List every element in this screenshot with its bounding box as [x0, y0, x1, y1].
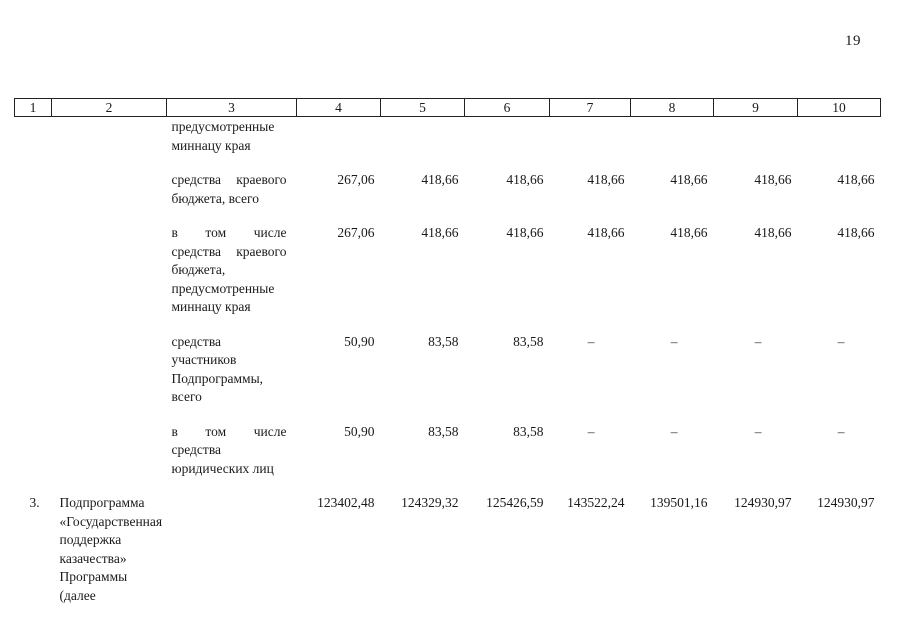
- index-cell: 3.: [29, 495, 40, 510]
- table-row: [15, 407, 881, 479]
- column-header: 3: [167, 99, 297, 117]
- value-cell: 83,58: [428, 333, 459, 349]
- value-cell: –: [837, 333, 845, 349]
- column-header: 2: [52, 99, 167, 117]
- value-cell: 50,90: [344, 333, 375, 349]
- subprogram-row: [15, 478, 881, 605]
- table-row: [15, 317, 881, 407]
- value-cell: –: [837, 423, 845, 439]
- value-cell: –: [754, 333, 762, 349]
- value-cell: 418,66: [754, 225, 792, 240]
- value-cell: 418,66: [670, 225, 708, 240]
- value-cell: [550, 117, 631, 156]
- funding-source-cell: [167, 478, 297, 605]
- column-header: 10: [798, 99, 881, 117]
- value-cell: –: [587, 423, 595, 439]
- value-cell: 418,66: [587, 172, 625, 187]
- value-cell: 50,90: [344, 423, 375, 439]
- column-header: 8: [631, 99, 714, 117]
- value-cell: 83,58: [513, 333, 544, 349]
- column-header: 7: [550, 99, 631, 117]
- table-row: [15, 208, 881, 317]
- name-cell: [52, 317, 167, 407]
- index-cell: [15, 208, 52, 317]
- value-cell: 418,66: [421, 172, 459, 187]
- value-cell: –: [670, 333, 678, 349]
- value-cell: [297, 117, 381, 156]
- value-cell: –: [670, 423, 678, 439]
- value-cell: 418,66: [837, 172, 875, 187]
- value-cell: 83,58: [513, 423, 544, 439]
- table-row: [15, 117, 881, 156]
- funding-source-cell: предусмотренные миннацу края: [171, 119, 275, 153]
- value-cell: 139501,16: [650, 495, 708, 510]
- value-cell: –: [587, 333, 595, 349]
- value-cell: 124930,97: [734, 495, 792, 510]
- funding-source-cell: средства участников Подпрограммы, всего: [171, 333, 264, 404]
- value-cell: [798, 117, 881, 156]
- value-cell: [381, 117, 465, 156]
- column-header: 9: [714, 99, 798, 117]
- name-cell: [52, 117, 167, 156]
- value-cell: [631, 117, 714, 156]
- value-cell: 123402,48: [317, 495, 375, 510]
- funding-source-cell: в том числе средства краевого бюджета, предусмотренные миннацу края: [171, 225, 287, 314]
- column-header: 1: [15, 99, 52, 117]
- value-cell: 125426,59: [486, 495, 544, 510]
- page-number: 19: [845, 33, 861, 49]
- value-cell: –: [754, 423, 762, 439]
- value-cell: 418,66: [754, 172, 792, 187]
- value-cell: 418,66: [421, 225, 459, 240]
- name-cell: [52, 155, 167, 208]
- budget-table: [14, 98, 881, 605]
- column-number-header-row: [15, 99, 881, 117]
- value-cell: 124329,32: [401, 495, 459, 510]
- value-cell: 267,06: [337, 225, 375, 240]
- index-cell: [15, 117, 52, 156]
- index-cell: [15, 317, 52, 407]
- column-header: 6: [465, 99, 550, 117]
- value-cell: 143522,24: [567, 495, 625, 510]
- index-cell: [15, 407, 52, 479]
- column-header: 4: [297, 99, 381, 117]
- value-cell: 418,66: [506, 225, 544, 240]
- value-cell: 418,66: [837, 225, 875, 240]
- value-cell: 418,66: [506, 172, 544, 187]
- value-cell: 83,58: [428, 423, 459, 439]
- subprogram-name-cell: Подпрограмма «Государственная поддержка казачества» Программы (далее: [59, 495, 163, 603]
- value-cell: 124930,97: [817, 495, 875, 510]
- name-cell: [52, 208, 167, 317]
- value-cell: 267,06: [337, 172, 375, 187]
- value-cell: 418,66: [587, 225, 625, 240]
- value-cell: 418,66: [670, 172, 708, 187]
- index-cell: [15, 155, 52, 208]
- table-row: [15, 155, 881, 208]
- funding-source-cell: средства краевого бюджета, всего: [171, 172, 287, 206]
- funding-source-cell: в том числе средства юридических лиц: [171, 423, 287, 476]
- name-cell: [52, 407, 167, 479]
- column-header: 5: [381, 99, 465, 117]
- value-cell: [465, 117, 550, 156]
- value-cell: [714, 117, 798, 156]
